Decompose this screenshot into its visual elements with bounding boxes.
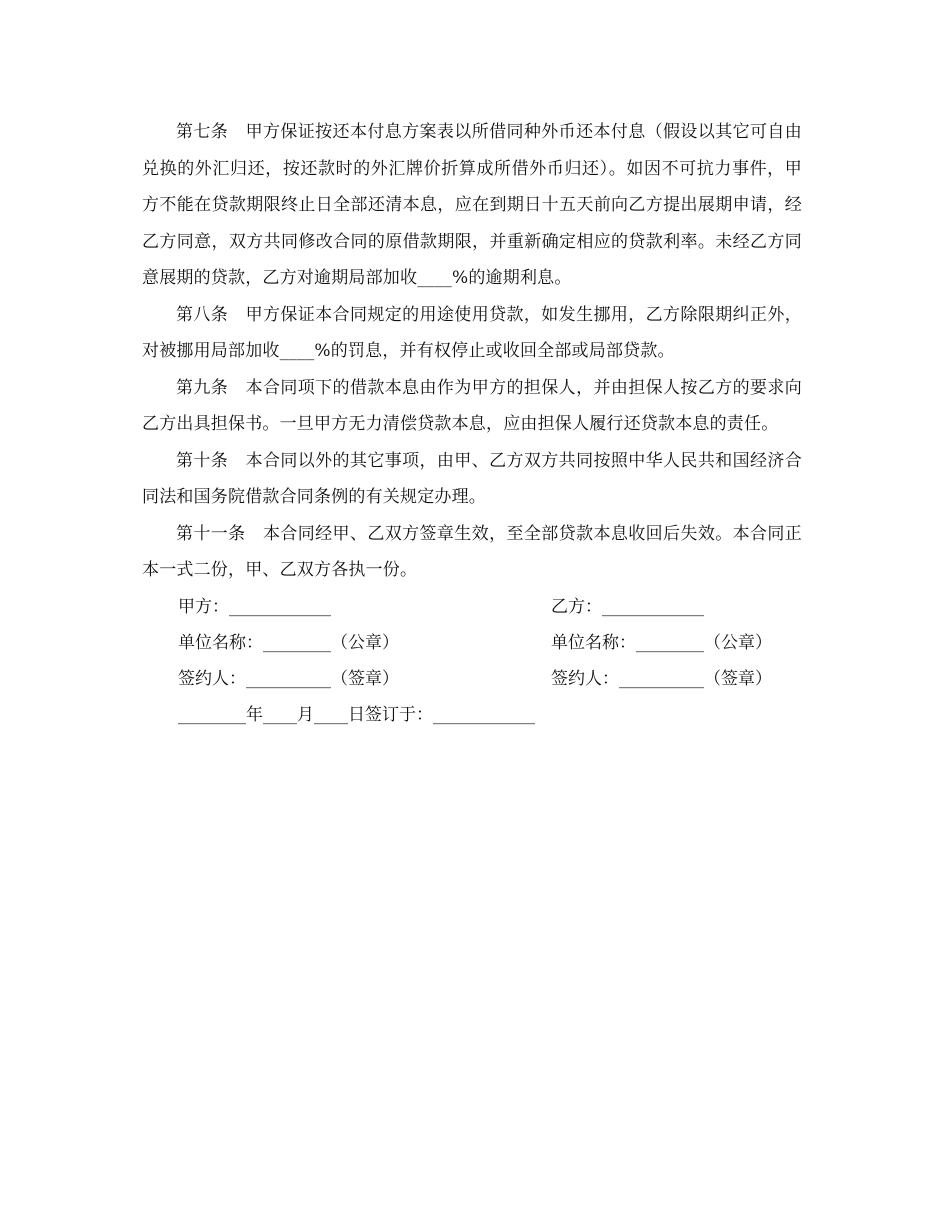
unit-name-b: 单位名称：________（公章） [551, 632, 772, 653]
article-9: 第九条 本合同项下的借款本息由作为甲方的担保人，并由担保人按乙方的要求向乙方出具担保书。一旦甲方无力清偿贷款本息，应由担保人履行还贷款本息的责任。 [142, 377, 802, 434]
article-10: 第十条 本合同以外的其它事项，由甲、乙方双方共同按照中华人民共和国经济合同法和国务院借款合同条例的有关规定办理。 [142, 450, 802, 507]
party-b-label: 乙方：____________ [551, 596, 704, 617]
signature-signers-row [142, 661, 802, 697]
signature-units-row [142, 625, 802, 661]
unit-name-a: 单位名称：________（公章） [178, 632, 399, 653]
article-7: 第七条 甲方保证按还本付息方案表以所借同种外币还本付息（假设以其它可自由兑换的外汇归还，按还款时的外汇牌价折算成所借外币归还）。如因不可抗力事件，甲方不能在贷款期限终止日全部还清本息，应在到期日十五天前向乙方提出展期申请，经乙方同意，双方共同修改合同的原借款期限，并重新确定相应的贷款利率。未经乙方同意展期的贷款，乙方对逾期局部加收____%的逾期利息。 [142, 122, 802, 288]
signature-date-row [142, 697, 802, 733]
article-11: 第十一条 本合同经甲、乙双方签章生效，至全部贷款本息收回后失效。本合同正本一式二份，甲、乙双方各执一份。 [142, 523, 802, 580]
party-a-label: 甲方：____________ [178, 596, 331, 617]
article-8: 第八条 甲方保证本合同规定的用途使用贷款，如发生挪用，乙方除限期纠正外，对被挪用局部加收____%的罚息，并有权停止或收回全部或局部贷款。 [142, 304, 802, 361]
contract-page [142, 114, 802, 733]
signer-b: 签约人：__________（签章） [551, 668, 772, 689]
signer-a: 签约人：__________（签章） [178, 668, 399, 689]
signing-date-place: ________年____月____日签订于：____________ [178, 704, 535, 725]
signature-parties-row [142, 589, 802, 625]
